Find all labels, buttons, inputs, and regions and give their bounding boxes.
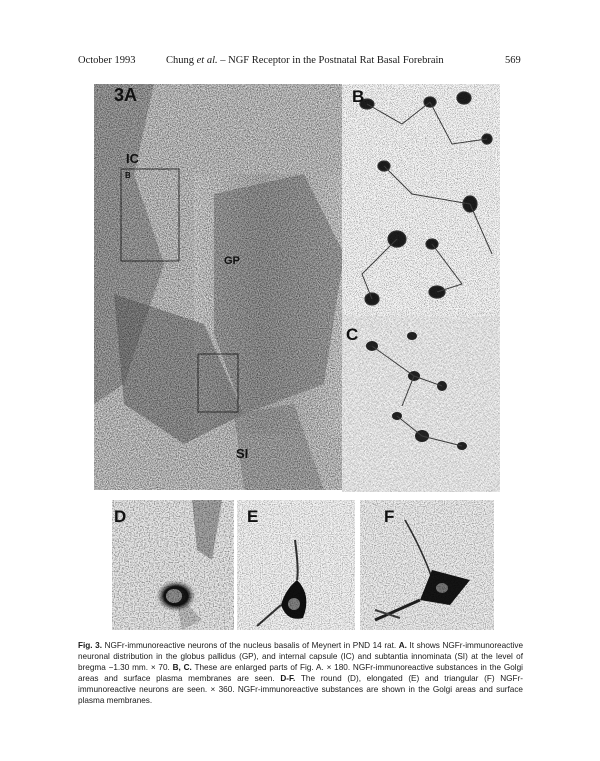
- panel-a-micrograph: [94, 84, 344, 490]
- panel-b-micrograph: [342, 84, 500, 316]
- caption-panel-a-label: A.: [398, 641, 407, 650]
- header-author: Chung: [166, 55, 197, 66]
- panel-d-micrograph: [112, 500, 234, 630]
- panel-b-label: B: [352, 87, 365, 106]
- header-title: [166, 55, 444, 66]
- panel-b-image: [342, 84, 500, 316]
- figure-caption: [78, 640, 523, 706]
- header-title-text: – NGF Receptor in the Postnatal Rat Basal Forebrain: [217, 55, 444, 66]
- caption-figure-label: Fig. 3.: [78, 641, 102, 650]
- header-page-number: 569: [505, 55, 521, 66]
- panel-a-label: 3A: [114, 85, 138, 105]
- caption-sentence-3: These are enlarged parts of Fig. A. × 180. NGFr-immunoreactive substances in the Golgi areas and surface plasma membranes are seen.: [78, 663, 523, 683]
- inset-label-b: B: [125, 171, 131, 180]
- panel-d-label: D: [114, 507, 127, 526]
- panel-e-micrograph: [237, 500, 355, 630]
- panel-f-label: F: [384, 507, 395, 526]
- caption-panel-bc-label: B, C.: [172, 663, 192, 672]
- header-etal: et al.: [196, 55, 218, 66]
- region-label-ic: IC: [126, 151, 139, 166]
- running-header: [0, 55, 600, 71]
- panel-c-label: C: [346, 325, 359, 344]
- panel-c-micrograph: [342, 316, 500, 492]
- header-date: October 1993: [78, 55, 136, 66]
- panel-e-label: E: [247, 507, 259, 526]
- panel-c-image: [342, 316, 500, 492]
- panel-d-image: [112, 500, 234, 630]
- panel-f-image: [360, 500, 494, 630]
- caption-sentence-4: The round (D), elongated (E) and triangular (F) NGFr-immunoreactive neurons are seen. × 360. NGFr-immunoreactive substances are shown in the Golgi areas and surface plasma membranes.: [78, 674, 523, 705]
- panel-a-image: [94, 84, 344, 490]
- panel-f-micrograph: [360, 500, 494, 630]
- caption-sentence-1: NGFr-immunoreactive neurons of the nucleus basalis of Meynert in PND 14 rat.: [101, 641, 399, 650]
- region-label-gp: GP: [224, 255, 240, 267]
- region-label-si: SI: [236, 446, 249, 461]
- caption-sentence-2: It shows NGFr-immunoreactive neuronal distribution in the globus pallidus (GP), and internal capsule (IC) and subtantia innominata (SI) at the level of bregma −1.30 mm. × 70.: [78, 641, 524, 672]
- caption-panel-df-label: D-F.: [280, 674, 296, 683]
